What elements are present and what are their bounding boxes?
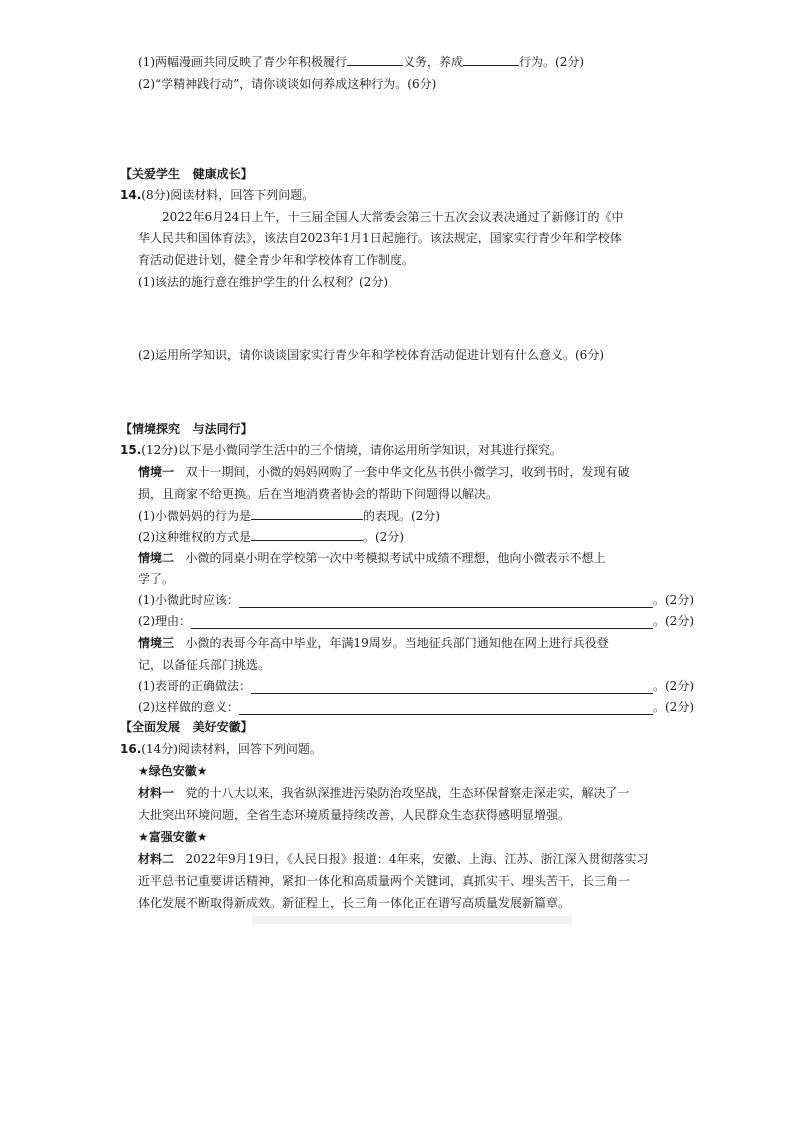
q15-s1-q1-text-b: 的表现。(2分) [363,509,440,523]
q15-s1-q1-text-a: (1)小微妈妈的行为是 [138,509,251,523]
q15-scenario2-line-2: 学了。 [138,572,175,586]
answer-line[interactable] [191,615,653,629]
material-text: 党的十八大以来，我省纵深推进污染防治攻坚战，生态环保督察走深走实，解决了一 [185,786,630,800]
scenario-text: 双十一期间，小微的妈妈网购了一套中华文化丛书供小微学习，收到书时，发现有破 [185,465,630,479]
scenario-label: 情境二 [138,551,175,565]
scenario-text: 小微的表哥今年高中毕业，年满19周岁。当地征兵部门通知他在网上进行兵役登 [185,636,609,650]
q15-s3-q1-text: (1)表哥的正确做法： [138,679,251,693]
q13-sub1-text-a: (1)两幅漫画共同反映了青少年积极履行 [138,55,347,69]
scenario-label: 情境一 [138,465,175,479]
q15-s1-q2-text-b: 。(2分) [363,530,404,544]
section-heading-3-b: 美好安徽】 [192,720,253,734]
q15-s1-q1 [138,507,440,524]
score-tail: 。(2分) [653,614,694,628]
score-tail: 。(2分) [653,593,694,607]
q15-head [120,442,562,458]
q16-material2-line-3: 体化发展不断取得新成效。新征程上，长三角一体化正在谱写高质量发展新篇章。 [138,896,571,910]
answer-line[interactable] [239,594,653,608]
q15-s2-q2-text: (2)理由： [138,614,191,628]
q15-scenario3-line-1 [138,635,609,651]
q16-material1-line-2: 大批突出环境问题，全省生态环境质量持续改善，人民群众生态获得感明显增强。 [138,808,571,822]
q14-material-line-2: 华人民共和国体育法》，该法自2023年1月1日起施行。该法规定，国家实行青少年和学校体 [138,231,622,245]
q16-theme-green: ★绿色安徽★ [138,764,208,778]
q15-s3-q2 [138,699,694,715]
q15-s1-q2-text-a: (2)这种维权的方式是 [138,530,251,544]
q13-sub2: (2)“学精神践行动”，请你谈谈如何养成这种行为。(6分) [138,77,437,91]
q15-scenario3-line-2: 记，以备征兵部门挑选。 [138,658,271,672]
scenario-label: 情境三 [138,636,175,650]
section-heading-3-a: 【全面发展 [120,720,181,734]
q14-head-text: (8分)阅读材料，回答下列问题。 [141,188,315,202]
q15-s2-q1 [138,592,694,608]
material-text: 2022年9月19日，《人民日报》报道：4年来，安徽、上海、江苏、浙江深入贯彻落实习 [185,852,649,866]
material-label: 材料一 [138,786,175,800]
q16-material2-line-1 [138,851,649,867]
q13-sub1-text-c: 行为。(2分) [519,55,585,69]
q15-scenario1-line-1 [138,464,629,480]
q14-sub1: (1)该法的施行意在维护学生的什么权利？(2分) [138,275,388,289]
q15-scenario1-line-2: 损，且商家不给更换。后在当地消费者协会的帮助下问题得以解决。 [138,487,499,501]
section-heading-1-a: 【关爱学生 [120,167,181,181]
q15-s2-q2 [138,613,694,629]
q16-head [120,741,322,757]
faint-watermark [252,916,572,924]
q13-sub1-text-b: 义务，养成 [403,55,464,69]
answer-blank[interactable] [251,507,363,520]
q15-s2-q1-text: (1)小微此时应该： [138,593,239,607]
q13-sub1 [138,53,584,70]
section-heading-2-b: 与法同行】 [192,422,253,436]
q15-s1-q2 [138,528,404,545]
section-heading-1-b: 健康成长】 [192,167,253,181]
q14-sub2: (2)运用所学知识，请你谈谈国家实行青少年和学校体育活动促进计划有什么意义。(6分) [138,348,604,362]
section-heading-2 [120,421,253,437]
answer-blank[interactable] [347,53,403,66]
q15-scenario2-line-1 [138,550,605,566]
q16-material1-line-1 [138,785,629,801]
q16-number: 16. [120,742,142,756]
q14-number: 14. [120,188,142,202]
q15-s3-q1 [138,678,694,694]
q16-material2-line-2: 近平总书记重要讲话精神，紧扣一体化和高质量两个关键词，真抓实干、埋头苦干，长三角一 [138,874,631,888]
q16-head-text: (14分)阅读材料，回答下列问题。 [141,742,322,756]
answer-line[interactable] [239,701,653,715]
q16-theme-prosperous: ★富强安徽★ [138,830,208,844]
scenario-text: 小微的同桌小明在学校第一次中考模拟考试中成绩不理想，他向小微表示不想上 [185,551,606,565]
section-heading-1 [120,166,253,182]
answer-line[interactable] [251,680,653,694]
q15-number: 15. [120,443,142,457]
q14-head [120,187,314,203]
q14-material-line-1: 2022年6月24日上午，十三届全国人大常委会第三十五次会议表决通过了新修订的《中 [162,210,624,224]
q15-head-text: (12分)以下是小微同学生活中的三个情境，请你运用所学知识，对其进行探究。 [141,443,562,457]
score-tail: 。(2分) [653,700,694,714]
section-heading-2-a: 【情境探究 [120,422,181,436]
answer-blank[interactable] [251,528,363,541]
q15-s3-q2-text: (2)这样做的意义： [138,700,239,714]
q14-material-line-3: 育活动促进计划，健全青少年和学校体育工作制度。 [138,253,415,267]
answer-blank[interactable] [463,53,519,66]
score-tail: 。(2分) [653,679,694,693]
section-heading-3 [120,719,253,735]
material-label: 材料二 [138,852,175,866]
